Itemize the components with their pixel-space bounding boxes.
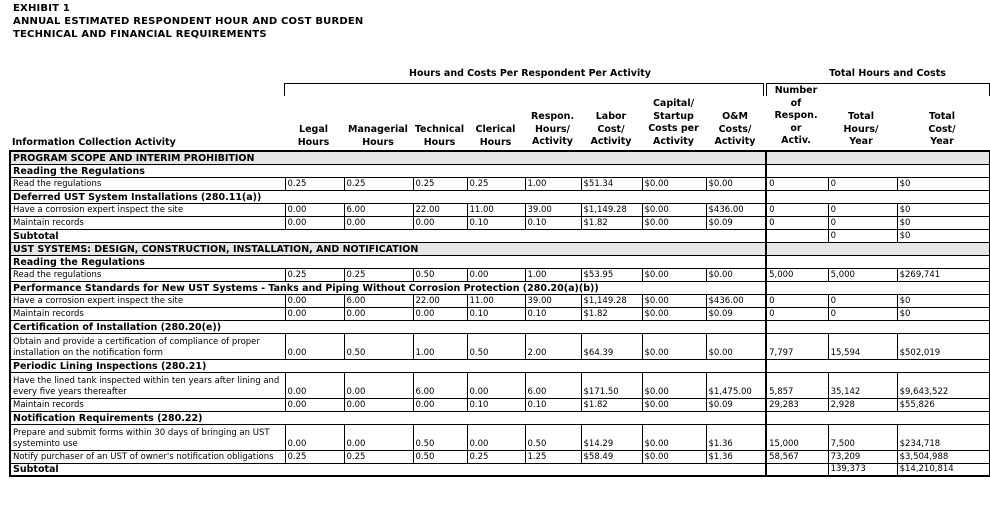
cell-legal: 0.25 — [285, 268, 344, 281]
subsection-title: Deferred UST System Installations (280.11(a)) — [10, 190, 766, 203]
data-row — [10, 333, 990, 359]
cell-respon-hours: 1.25 — [525, 450, 581, 463]
cell-clerical: 0.00 — [467, 372, 525, 398]
col-managerial-hours: Managerial Hours — [348, 124, 408, 148]
cell-activity: Have the lined tank inspected within ten years after lining and every five years thereafter — [10, 372, 285, 398]
cell-technical: 0.50 — [413, 268, 467, 281]
cell-labor: $58.49 — [581, 450, 642, 463]
group-per-activity-bracket — [284, 83, 764, 96]
cell-num-respon: 5,857 — [766, 372, 828, 398]
col-om-cost: O&M Costs/ Activity — [714, 111, 756, 147]
cell-total-cost: $3,504,988 — [897, 450, 990, 463]
cell-num-respon: 0 — [766, 203, 828, 216]
cell-activity: Maintain records — [10, 307, 285, 320]
cell-clerical: 0.00 — [467, 268, 525, 281]
totals-blank — [766, 359, 990, 372]
cell-technical: 1.00 — [413, 333, 467, 359]
cell-activity: Obtain and provide a certification of compliance of proper installation on the notification form — [10, 333, 285, 359]
cell-capital: $0.00 — [642, 294, 706, 307]
cell-activity: Prepare and submit forms within 30 days of bringing an UST systeminto use — [10, 424, 285, 450]
cell-managerial: 0.00 — [344, 307, 413, 320]
cell-num-respon: 5,000 — [766, 268, 828, 281]
cell-total-cost: $502,019 — [897, 333, 990, 359]
cell-managerial: 6.00 — [344, 294, 413, 307]
cell-om: $436.00 — [706, 203, 766, 216]
data-row — [10, 268, 990, 281]
subtotal-label: Subtotal — [10, 463, 766, 476]
cell-labor: $64.39 — [581, 333, 642, 359]
totals-blank — [766, 281, 990, 294]
cell-total-hours: 2,928 — [828, 398, 897, 411]
cell-activity: Maintain records — [10, 216, 285, 229]
cell-num-respon: 0 — [766, 216, 828, 229]
col-total-hours: Total Hours/ Year — [843, 111, 879, 147]
data-row — [10, 450, 990, 463]
cell-capital: $0.00 — [642, 216, 706, 229]
section-title: PROGRAM SCOPE AND INTERIM PROHIBITION — [10, 151, 766, 164]
cell-clerical: 0.50 — [467, 333, 525, 359]
cell-legal: 0.00 — [285, 307, 344, 320]
data-row — [10, 177, 990, 190]
cell-activity: Notify purchaser of an UST of owner's notification obligations — [10, 450, 285, 463]
cell-labor: $1.82 — [581, 216, 642, 229]
col-technical-hours: Technical Hours — [414, 124, 465, 148]
cell-total-cost: $0 — [897, 307, 990, 320]
data-row — [10, 424, 990, 450]
cell-respon-hours: 2.00 — [525, 333, 581, 359]
cell-total-cost: $0 — [897, 203, 990, 216]
cell-technical: 22.00 — [413, 294, 467, 307]
section-row — [10, 151, 990, 164]
subsection-title: Notification Requirements (280.22) — [10, 411, 766, 424]
cell-total-hours: 0 — [828, 307, 897, 320]
cell-clerical: 0.25 — [467, 177, 525, 190]
col-clerical-hours: Clerical Hours — [475, 124, 516, 148]
cell-technical: 6.00 — [413, 372, 467, 398]
cell-legal: 0.25 — [285, 450, 344, 463]
cell-total-hours: 0 — [828, 216, 897, 229]
cell-managerial: 0.00 — [344, 424, 413, 450]
cell-total-cost: $0 — [897, 216, 990, 229]
subsection-title: Performance Standards for New UST Systems - Tanks and Piping Without Corrosion Protection (280.20(a)(b)) — [10, 281, 766, 294]
cell-activity: Read the regulations — [10, 177, 285, 190]
exhibit-number: EXHIBIT 1 — [13, 3, 71, 14]
col-num-respon: Number of Respon. or Activ. — [774, 85, 818, 146]
subsection-row — [10, 164, 990, 177]
cell-num-respon: 0 — [766, 177, 828, 190]
cell-om: $1.36 — [706, 450, 766, 463]
cell-activity: Maintain records — [10, 398, 285, 411]
cell-clerical: 11.00 — [467, 203, 525, 216]
cell-total-hours: 0 — [828, 177, 897, 190]
cell-total-cost: $0 — [897, 177, 990, 190]
subsection-title: Certification of Installation (280.20(e)) — [10, 320, 766, 333]
section-title: UST SYSTEMS: DESIGN, CONSTRUCTION, INSTALLATION, AND NOTIFICATION — [10, 242, 766, 255]
col-activity: Information Collection Activity — [12, 137, 176, 148]
cell-managerial: 0.50 — [344, 333, 413, 359]
totals-blank — [766, 411, 990, 424]
subsection-row — [10, 255, 990, 268]
cell-om: $0.09 — [706, 398, 766, 411]
cell-respon-hours: 6.00 — [525, 372, 581, 398]
data-row — [10, 294, 990, 307]
cell-labor: $1,149.28 — [581, 203, 642, 216]
cell-om: $436.00 — [706, 294, 766, 307]
cell-managerial: 0.00 — [344, 372, 413, 398]
subsection-row — [10, 190, 990, 203]
subsection-title: Periodic Lining Inspections (280.21) — [10, 359, 766, 372]
cell-clerical: 0.10 — [467, 216, 525, 229]
col-labor-cost: Labor Cost/ Activity — [590, 111, 632, 147]
cell-technical: 0.00 — [413, 398, 467, 411]
cell-total-hours: 0 — [828, 203, 897, 216]
cell-num-respon — [766, 229, 828, 242]
cell-technical: 0.00 — [413, 307, 467, 320]
cell-om: $0.00 — [706, 268, 766, 281]
cell-legal: 0.00 — [285, 294, 344, 307]
cell-labor: $53.95 — [581, 268, 642, 281]
cell-managerial: 6.00 — [344, 203, 413, 216]
cell-respon-hours: 0.10 — [525, 216, 581, 229]
cell-clerical: 0.25 — [467, 450, 525, 463]
cell-capital: $0.00 — [642, 424, 706, 450]
group-totals: Total Hours and Costs — [829, 68, 946, 79]
col-total-cost: Total Cost/ Year — [928, 111, 956, 147]
group-per-activity: Hours and Costs Per Respondent Per Activity — [409, 68, 651, 79]
cell-clerical: 0.10 — [467, 307, 525, 320]
cell-capital: $0.00 — [642, 268, 706, 281]
totals-blank — [766, 242, 990, 255]
cell-respon-hours: 0.10 — [525, 307, 581, 320]
cell-capital: $0.00 — [642, 177, 706, 190]
cell-total-cost: $14,210,814 — [897, 463, 990, 476]
cell-legal: 0.00 — [285, 216, 344, 229]
cell-total-hours: 0 — [828, 294, 897, 307]
cell-num-respon: 7,797 — [766, 333, 828, 359]
cell-om: $1,475.00 — [706, 372, 766, 398]
cell-respon-hours: 1.00 — [525, 268, 581, 281]
cell-legal: 0.00 — [285, 333, 344, 359]
cell-clerical: 0.10 — [467, 398, 525, 411]
cell-legal: 0.25 — [285, 177, 344, 190]
data-row — [10, 203, 990, 216]
cell-managerial: 0.25 — [344, 268, 413, 281]
cell-total-cost: $0 — [897, 294, 990, 307]
cell-managerial: 0.25 — [344, 177, 413, 190]
burden-table — [9, 150, 990, 477]
cell-om: $0.00 — [706, 333, 766, 359]
cell-num-respon: 15,000 — [766, 424, 828, 450]
cell-num-respon: 0 — [766, 307, 828, 320]
cell-labor: $171.50 — [581, 372, 642, 398]
cell-total-hours: 73,209 — [828, 450, 897, 463]
data-row — [10, 216, 990, 229]
cell-clerical: 0.00 — [467, 424, 525, 450]
totals-blank — [766, 164, 990, 177]
cell-labor: $1.82 — [581, 398, 642, 411]
cell-respon-hours: 1.00 — [525, 177, 581, 190]
cell-respon-hours: 39.00 — [525, 294, 581, 307]
cell-om: $0.09 — [706, 307, 766, 320]
cell-respon-hours: 0.50 — [525, 424, 581, 450]
subtotal-row — [10, 463, 990, 476]
subsection-title: Reading the Regulations — [10, 164, 766, 177]
cell-managerial: 0.00 — [344, 398, 413, 411]
cell-labor: $14.29 — [581, 424, 642, 450]
cell-activity: Have a corrosion expert inspect the site — [10, 203, 285, 216]
data-row — [10, 307, 990, 320]
cell-capital: $0.00 — [642, 398, 706, 411]
totals-blank — [766, 190, 990, 203]
cell-technical: 22.00 — [413, 203, 467, 216]
cell-total-cost: $269,741 — [897, 268, 990, 281]
cell-legal: 0.00 — [285, 424, 344, 450]
cell-technical: 0.25 — [413, 177, 467, 190]
cell-total-hours: 0 — [828, 229, 897, 242]
cell-capital: $0.00 — [642, 333, 706, 359]
cell-om: $0.09 — [706, 216, 766, 229]
section-row — [10, 242, 990, 255]
cell-om: $0.00 — [706, 177, 766, 190]
cell-num-respon: 58,567 — [766, 450, 828, 463]
cell-legal: 0.00 — [285, 398, 344, 411]
cell-capital: $0.00 — [642, 372, 706, 398]
cell-legal: 0.00 — [285, 203, 344, 216]
data-row — [10, 398, 990, 411]
cell-labor: $51.34 — [581, 177, 642, 190]
cell-clerical: 11.00 — [467, 294, 525, 307]
cell-capital: $0.00 — [642, 203, 706, 216]
cell-total-cost: $0 — [897, 229, 990, 242]
subsection-row — [10, 281, 990, 294]
cell-technical: 0.50 — [413, 450, 467, 463]
cell-respon-hours: 0.10 — [525, 398, 581, 411]
cell-total-hours: 15,594 — [828, 333, 897, 359]
subsection-title: Reading the Regulations — [10, 255, 766, 268]
cell-technical: 0.50 — [413, 424, 467, 450]
cell-labor: $1,149.28 — [581, 294, 642, 307]
exhibit-subtitle: TECHNICAL AND FINANCIAL REQUIREMENTS — [13, 29, 267, 40]
cell-total-hours: 5,000 — [828, 268, 897, 281]
subtotal-row — [10, 229, 990, 242]
cell-legal: 0.00 — [285, 372, 344, 398]
cell-technical: 0.00 — [413, 216, 467, 229]
cell-total-hours: 35,142 — [828, 372, 897, 398]
cell-om: $1.36 — [706, 424, 766, 450]
cell-total-cost: $234,718 — [897, 424, 990, 450]
subtotal-label: Subtotal — [10, 229, 766, 242]
col-capital-cost: Capital/ Startup Costs per Activity — [648, 98, 699, 147]
cell-activity: Have a corrosion expert inspect the site — [10, 294, 285, 307]
totals-blank — [766, 320, 990, 333]
exhibit-title: ANNUAL ESTIMATED RESPONDENT HOUR AND COST BURDEN — [13, 16, 364, 27]
cell-num-respon: 29,283 — [766, 398, 828, 411]
totals-blank — [766, 255, 990, 268]
subsection-row — [10, 411, 990, 424]
cell-num-respon — [766, 463, 828, 476]
cell-num-respon: 0 — [766, 294, 828, 307]
col-respon-hours: Respon. Hours/ Activity — [530, 111, 575, 147]
subsection-row — [10, 359, 990, 372]
cell-total-hours: 139,373 — [828, 463, 897, 476]
exhibit-header — [13, 2, 364, 41]
cell-respon-hours: 39.00 — [525, 203, 581, 216]
cell-managerial: 0.25 — [344, 450, 413, 463]
subsection-row — [10, 320, 990, 333]
cell-total-hours: 7,500 — [828, 424, 897, 450]
cell-labor: $1.82 — [581, 307, 642, 320]
cell-total-cost: $9,643,522 — [897, 372, 990, 398]
cell-activity: Read the regulations — [10, 268, 285, 281]
cell-capital: $0.00 — [642, 307, 706, 320]
data-row — [10, 372, 990, 398]
totals-blank — [766, 151, 990, 164]
cell-capital: $0.00 — [642, 450, 706, 463]
col-legal-hours: Legal Hours — [297, 124, 330, 148]
cell-total-cost: $55,826 — [897, 398, 990, 411]
cell-managerial: 0.00 — [344, 216, 413, 229]
